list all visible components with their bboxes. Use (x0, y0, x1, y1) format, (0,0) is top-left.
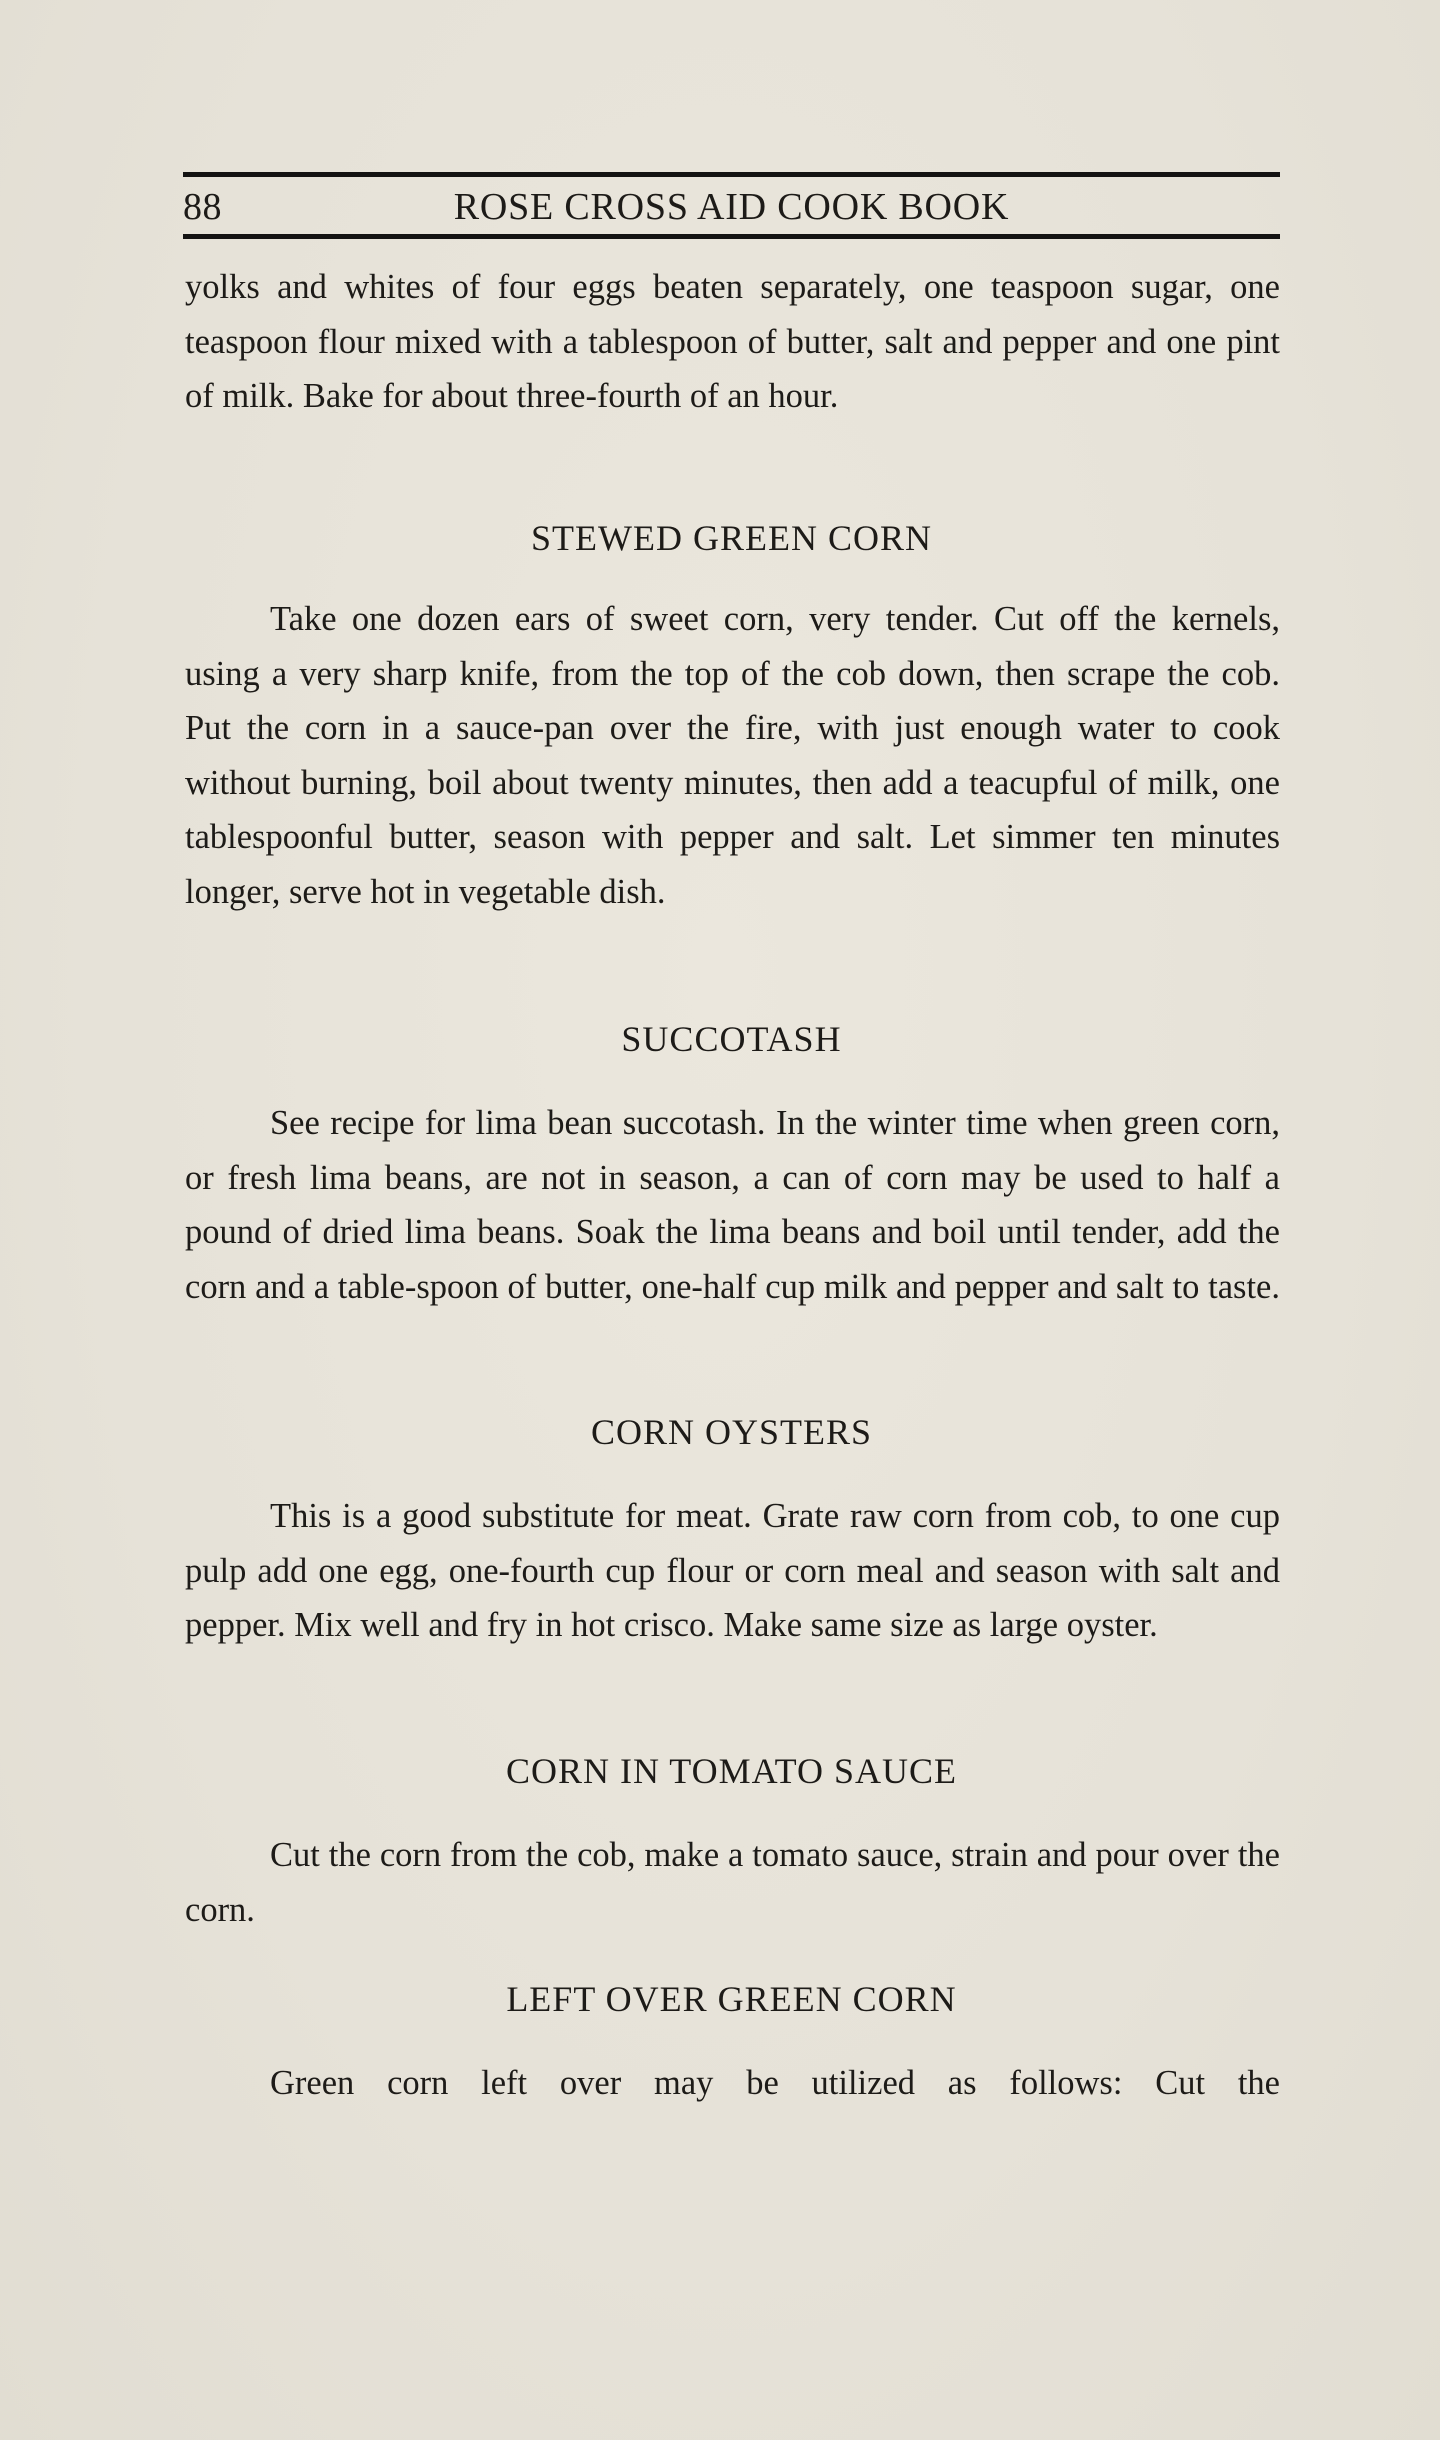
recipe-text-corn-in-tomato-sauce: Cut the corn from the cob, make a tomato sauce, strain and pour over the corn. (185, 1836, 1280, 1929)
header-top-rule (183, 172, 1280, 177)
continuation-paragraph: yolks and whites of four eggs beaten separately, one teaspoon sugar, one teaspoon flour mixed with a tablespoon of butter, salt and pepper and one pint of milk. Bake for about three-fourth of an hour. (185, 268, 1280, 415)
running-header (183, 182, 1280, 232)
book-title: ROSE CROSS AID COOK BOOK (453, 186, 1010, 228)
recipe-title-succotash: SUCCOTASH (621, 1019, 842, 1059)
page-number: 88 (183, 186, 222, 228)
recipe-text-corn-oysters: This is a good substitute for meat. Grate raw corn from cob, to one cup pulp add one egg, one-fourth cup flour or corn meal and season with salt and pepper. Mix well and fry in hot crisco. Make same size as large oyster. (185, 1497, 1280, 1644)
recipe-text-succotash: See recipe for lima bean succotash. In the winter time when green corn, or fresh lima beans, are not in season, a can of corn may be used to half a pound of dried lima beans. Soak the lima beans and boil until tender, add the corn and a table-spoon of butter, one-half cup milk and pepper and salt to taste. (185, 1104, 1280, 1306)
recipe-title-corn-oysters: CORN OYSTERS (590, 1412, 873, 1452)
recipe-title-left-over-green-corn: LEFT OVER GREEN CORN (506, 1979, 957, 2019)
header-bottom-rule (183, 234, 1280, 239)
recipe-text-stewed-green-corn: Take one dozen ears of sweet corn, very tender. Cut off the kernels, using a very sharp knife, from the top of the cob down, then scrape the cob. Put the corn in a sauce-pan over the fire, with just enough water to cook without burning, boil about twenty minutes, then add a teacupful of milk, one tablespoonful butter, season with pepper and salt. Let simmer ten minutes longer, serve hot in vegetable dish. (185, 600, 1280, 911)
recipe-title-corn-in-tomato-sauce: CORN IN TOMATO SAUCE (505, 1751, 958, 1791)
recipe-title-stewed-green-corn: STEWED GREEN CORN (531, 518, 932, 558)
recipe-text-left-over-green-corn: Green corn left over may be utilized as follows: Cut the (270, 2064, 1280, 2102)
